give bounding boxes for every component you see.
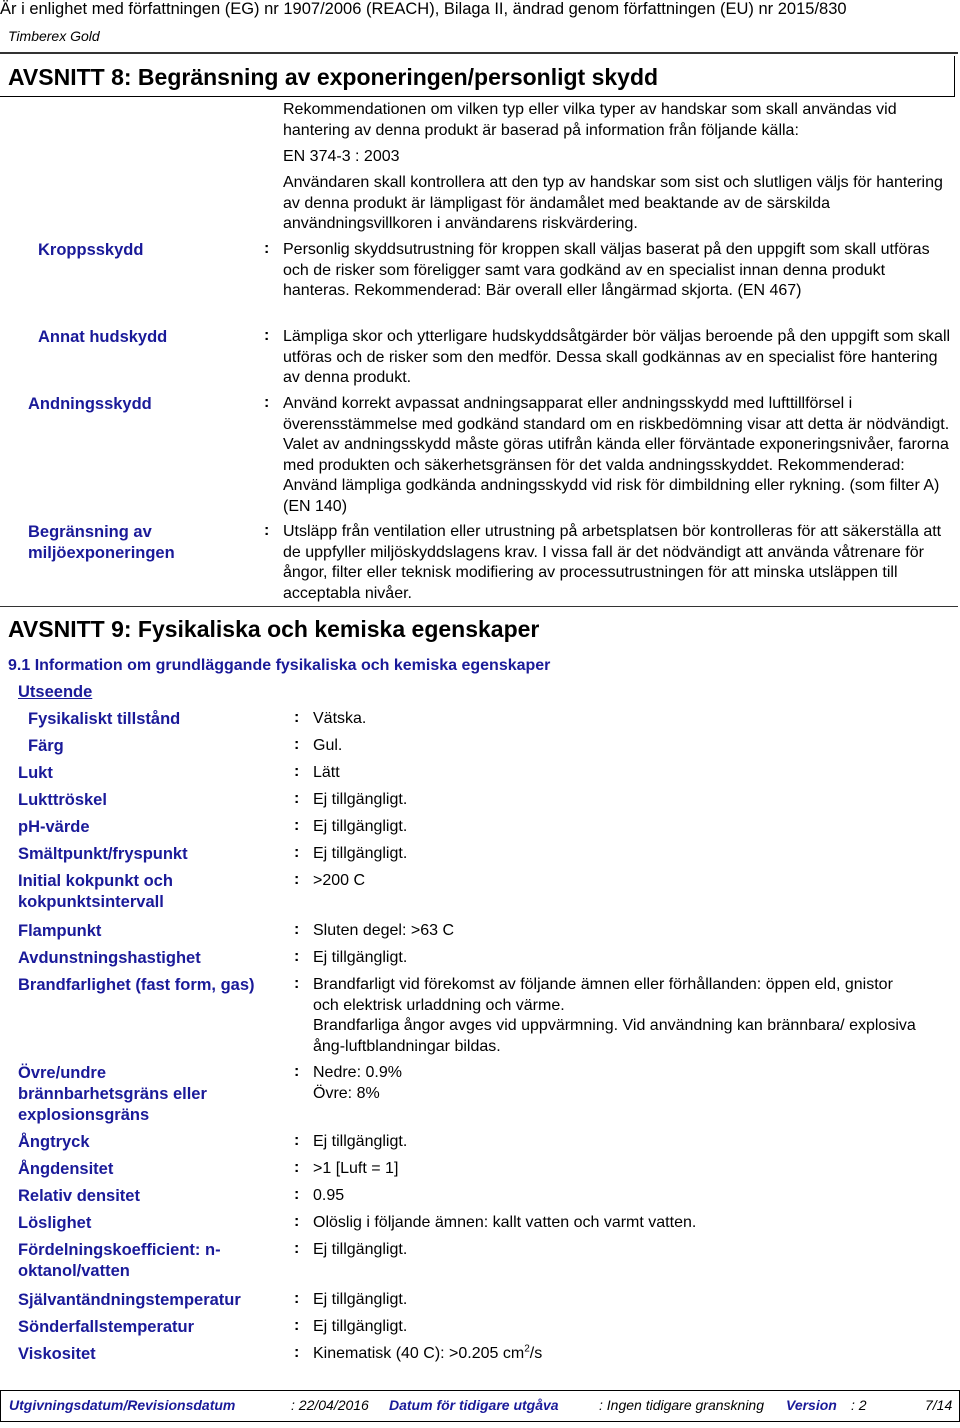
property-value [313, 1132, 923, 1153]
colon: : [264, 522, 270, 539]
property-label: Ångdensitet [18, 1160, 114, 1178]
property-value-text: Sluten degel: >63 C [313, 922, 454, 939]
property-value-text: 0.95 [313, 1187, 345, 1204]
glove-standard: EN 374-3 : 2003 [283, 148, 400, 165]
property-label: Övre/undre brännbarhetsgräns eller explosionsgräns [18, 1064, 207, 1124]
glove-user-note: Användaren skall kontrollera att den typ av handskar som sist och slutligen väljs för hantering av denna produkt är lämpligast för ändamålet med beaktande av de särskilda användningsvillkoren i användarens riskvärdering. [283, 174, 943, 232]
property-value-unit: /s [529, 1345, 543, 1362]
glove-recommendation: Rekommendationen om vilken typ eller vilka typer av handskar som skall användas vid hantering av denna produkt är baserad på information från följande källa: [283, 101, 897, 139]
environmental-exposure-text: Utsläpp från ventilation eller utrustning på arbetsplatsen bör kontrolleras för att säkerställa att de uppfyller miljöskyddslagens krav. I vissa fall är det nödvändigt att använda våtrenare för ångor, filter eller teknisk modifiering av processutrustningen för att minska utsläppen till acceptabla nivåer. [283, 523, 942, 602]
environmental-exposure-label: Begränsning av miljöexponeringen [28, 523, 175, 562]
property-value-text: >1 [Luft = 1] [313, 1160, 399, 1177]
issue-date-value: : 22/04/2016 [291, 1397, 369, 1413]
footer [0, 1390, 960, 1422]
other-skin-protection-text: Lämpliga skor och ytterligare hudskyddsåtgärder bör väljas beroende på den uppgift som skall utföras och de risker som den medför. Dessa skall godkännas av en specialist före hantering av denna produkt. [283, 328, 951, 386]
previous-date-label: Datum för tidigare utgåva [389, 1397, 559, 1413]
colon: : [294, 921, 300, 938]
issue-date-label: Utgivningsdatum/Revisionsdatum [9, 1397, 236, 1413]
property-value-text: Ej tillgängligt. [313, 1318, 408, 1335]
colon: : [294, 1344, 300, 1361]
property-value [313, 709, 923, 730]
property-value-line2: Övre: 8% [313, 1084, 380, 1102]
property-label: Färg [28, 737, 64, 755]
colon: : [264, 394, 270, 411]
property-value-text: Nedre: 0.9% [313, 1064, 402, 1081]
property-label: Löslighet [18, 1214, 92, 1232]
property-value [313, 844, 923, 865]
regulation-header: Är i enlighet med författningen (EG) nr 1907/2006 (REACH), Bilaga II, ändrad genom författningen (EU) nr 2015/830 [0, 0, 847, 18]
body-protection-label: Kroppsskydd [38, 241, 144, 259]
colon: : [294, 736, 300, 753]
property-value [313, 736, 923, 757]
section9-subtitle: 9.1 Information om grundläggande fysikaliska och kemiska egenskaper [8, 657, 551, 674]
property-label: Lukt [18, 764, 53, 782]
colon: : [264, 240, 270, 257]
colon: : [294, 1063, 300, 1080]
property-value [313, 1063, 923, 1104]
colon: : [294, 948, 300, 965]
property-value [313, 1186, 923, 1207]
property-value-text: Ej tillgängligt. [313, 1291, 408, 1308]
property-value-text: Ej tillgängligt. [313, 818, 408, 835]
colon: : [294, 763, 300, 780]
property-value-text: >200 C [313, 872, 366, 889]
property-value-text: Ej tillgängligt. [313, 1133, 408, 1150]
property-value-text: Brandfarligt vid förekomst av följande ämnen eller förhållanden: öppen eld, gnistor och elektrisk urladdning och värme. [313, 976, 893, 1014]
colon: : [294, 1159, 300, 1176]
page-number: 7/14 [925, 1397, 953, 1413]
property-label: Viskositet [18, 1345, 96, 1363]
colon: : [294, 1240, 300, 1257]
property-label: Smältpunkt/fryspunkt [18, 845, 188, 863]
appearance-heading: Utseende [18, 683, 93, 701]
colon: : [264, 327, 270, 344]
property-label: Relativ densitet [18, 1187, 140, 1205]
colon: : [294, 1132, 300, 1149]
property-value-text: Gul. [313, 737, 343, 754]
respiratory-protection-text: Använd korrekt avpassat andningsapparat eller andningsskydd med lufttillförsel i överensstämmelse med godkänd standard om en riskbedömning visar att detta är nödvändigt. Valet av andningsskydd måste göras utifrån kända eller förväntade exponeringsnivåer, farorna med produkten och säkerhetsgränsen för det valda andningsskyddet. Rekommenderad: Använd lämpliga godkända andningsskydd vid risk för dimbildning eller rykning. (som filter A) (EN 140) [283, 395, 950, 515]
property-value [313, 948, 923, 969]
colon: : [294, 975, 300, 992]
colon: : [294, 1290, 300, 1307]
property-value-superscript: 2 [524, 1343, 530, 1355]
property-label: Lukttröskel [18, 791, 107, 809]
property-label: Flampunkt [18, 922, 102, 940]
property-value [313, 1344, 923, 1365]
previous-date-value: : Ingen tidigare granskning [599, 1397, 764, 1413]
property-value-text: Ej tillgängligt. [313, 949, 408, 966]
property-value-text: Ej tillgängligt. [313, 791, 408, 808]
colon: : [294, 709, 300, 726]
property-label: Ångtryck [18, 1133, 90, 1151]
property-value [313, 790, 923, 811]
version-label: Version [786, 1397, 837, 1413]
version-value: : 2 [851, 1397, 867, 1413]
property-label: Brandfarlighet (fast form, gas) [18, 976, 255, 994]
property-value [313, 1240, 923, 1261]
colon: : [294, 844, 300, 861]
respiratory-protection-label: Andningsskydd [28, 395, 152, 413]
property-label: Initial kokpunkt och kokpunktsintervall [18, 872, 173, 911]
body-protection-text: Personlig skyddsutrustning för kroppen skall väljas baserat på den uppgift som skall utföras och de risker som föreligger samt vara godkänd av en specialist innan denna produkt hanteras. Rekommenderad: Bär overall eller långärmad skjorta. (EN 467) [283, 241, 930, 299]
property-label: Fördelningskoefficient: n-oktanol/vatten [18, 1241, 221, 1280]
property-label: Avdunstningshastighet [18, 949, 201, 967]
property-label: Fysikaliskt tillstånd [28, 710, 181, 728]
property-value [313, 1159, 923, 1180]
colon: : [294, 1317, 300, 1334]
property-label: Sönderfallstemperatur [18, 1318, 195, 1336]
property-value-text: Ej tillgängligt. [313, 845, 408, 862]
property-value-text: Kinematisk (40 C): >0.205 cm [313, 1345, 525, 1362]
section9-divider [0, 606, 958, 607]
colon: : [294, 790, 300, 807]
header-divider [0, 52, 958, 54]
property-value-text: Ej tillgängligt. [313, 1241, 408, 1258]
property-value-text: Vätska. [313, 710, 367, 727]
colon: : [294, 817, 300, 834]
property-value-text: Olöslig i följande ämnen: kallt vatten och varmt vatten. [313, 1214, 697, 1231]
section8-title: AVSNITT 8: Begränsning av exponeringen/personligt skydd [8, 64, 659, 90]
property-value-line2: Brandfarliga ångor avges vid uppvärmning. Vid användning kan brännbara/ explosiva ång-luftblandningar bildas. [313, 1017, 916, 1055]
property-value [313, 1213, 923, 1234]
property-value [313, 1317, 923, 1338]
property-value [313, 921, 923, 942]
property-value [313, 817, 923, 838]
property-label: pH-värde [18, 818, 90, 836]
other-skin-protection-label: Annat hudskydd [38, 328, 168, 346]
property-value [313, 763, 923, 784]
property-value-text: Lätt [313, 764, 340, 781]
colon: : [294, 1213, 300, 1230]
property-value [313, 975, 923, 1057]
colon: : [294, 871, 300, 888]
section9-title: AVSNITT 9: Fysikaliska och kemiska egenskaper [8, 616, 540, 642]
property-label: Självantändningstemperatur [18, 1291, 241, 1309]
property-value [313, 871, 923, 892]
property-value [313, 1290, 923, 1311]
colon: : [294, 1186, 300, 1203]
product-name: Timberex Gold [8, 28, 100, 44]
